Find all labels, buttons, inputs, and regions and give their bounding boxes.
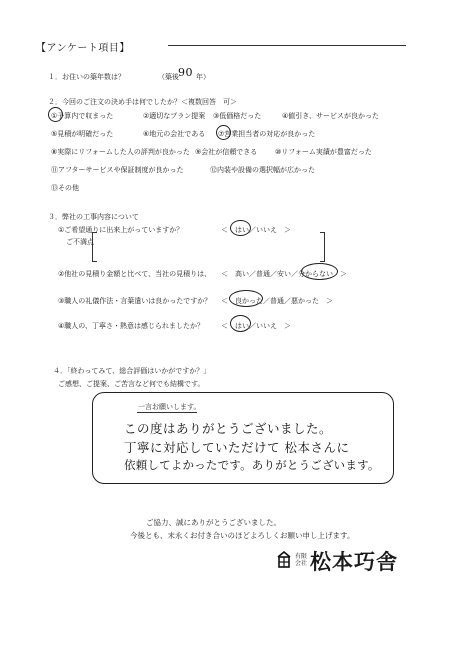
q3-item-choices: ＜ 良かった／普通／悪かった ＞ xyxy=(221,297,333,305)
q3-4-answer-circle xyxy=(230,315,251,332)
q3-3-answer-circle xyxy=(229,290,263,307)
q2-option: ①予算内で収まった xyxy=(51,112,114,120)
handwritten-line: 丁寧に対応していただけて 松本さんに xyxy=(124,440,350,455)
q2-option: ⑥地元の会社である xyxy=(143,130,206,138)
q1-paren-open: （築後 xyxy=(158,73,179,81)
q3-item-choices: ＜ 高い／普通／安い／分からない ＞ xyxy=(221,270,347,278)
q1-label: １．お住いの築年数は？ xyxy=(48,73,125,81)
q2-option: ⑧実際にリフォームした人の評判が良かった xyxy=(51,148,190,156)
company-type: 有限会社 xyxy=(295,553,308,567)
comment-heading-underline xyxy=(137,412,197,413)
q3-2-answer-circle xyxy=(301,263,338,280)
q2-option-1-circle xyxy=(48,107,63,122)
q1-answer: 90 xyxy=(178,66,193,79)
q3-item-choices: ＜ はい／いいえ ＞ xyxy=(221,322,291,330)
q2-option: ⑬その他 xyxy=(51,184,79,192)
q3-item-text: ②他社の見積り金額と比べて、当社の見積りは、 xyxy=(58,270,212,278)
title-rule xyxy=(168,45,406,46)
regards-line: 今後とも、末永くお付き合いのほどよろしくお願い申し上げます。 xyxy=(130,531,355,540)
q2-option: ④値引き、サービスが良かった xyxy=(282,112,379,120)
q2-option: ②適切なプラン提案 xyxy=(143,112,206,120)
survey-title: 【アンケート項目】 xyxy=(36,43,130,54)
thanks-line: ご協力、誠にありがとうございました。 xyxy=(146,518,281,527)
q2-label: ２．今回のご注文の決め手は何でしたか？＜複数回答 可＞ xyxy=(48,98,237,106)
q2-option: ⑦営業担当者の対応が良かった xyxy=(218,130,316,138)
dissatisfaction-label: ご不満点 xyxy=(66,238,94,246)
q2-option: ⑨会社が信頼できる xyxy=(195,148,258,156)
q2-option: ⑩リフォーム実績が豊富だった xyxy=(275,148,372,156)
q1-paren-close: 年） xyxy=(196,73,210,81)
q4-sub: ご感想、ご提案、ご苦言など何でも結構です。 xyxy=(58,380,205,388)
q3-item-text: ④職人の、丁寧さ・熱意は感じられましたか？ xyxy=(58,322,204,330)
q3-label: ３．弊社の工事内容について xyxy=(48,213,139,221)
q3-item-text: ③職人の礼儀作法・言葉遣いは良かったですか？ xyxy=(58,297,212,305)
q3-item-text: ①ご希望通りに出来上がっていますか？ xyxy=(58,226,184,234)
q4-label: ４．「終わってみて、総合評価はいかがですか？」 xyxy=(53,367,211,375)
company-name: 松本巧舎 xyxy=(310,549,398,574)
q2-option: ③低価格だった xyxy=(213,112,262,120)
q2-option: ⑤見積が明確だった xyxy=(51,130,114,138)
q3-1-answer-circle xyxy=(230,220,251,236)
company-logo-icon xyxy=(276,551,292,569)
handwritten-line: この度はありがとうございました。 xyxy=(124,421,333,436)
q2-option-7-circle xyxy=(216,125,231,140)
q2-option: ⑪アフターサービスや保証制度が良かった xyxy=(51,166,184,174)
q3-item-choices: ＜ はい／いいえ ＞ xyxy=(221,226,291,234)
dissatisfaction-box-left xyxy=(92,232,97,262)
comment-box-heading: 一言お願いします。 xyxy=(138,403,201,411)
q2-option: ⑫内装や設備の選択幅が広かった xyxy=(210,166,315,174)
handwritten-line: 依頼してよかったです。ありがとうございます。 xyxy=(124,458,380,472)
dissatisfaction-box-right xyxy=(320,232,325,262)
